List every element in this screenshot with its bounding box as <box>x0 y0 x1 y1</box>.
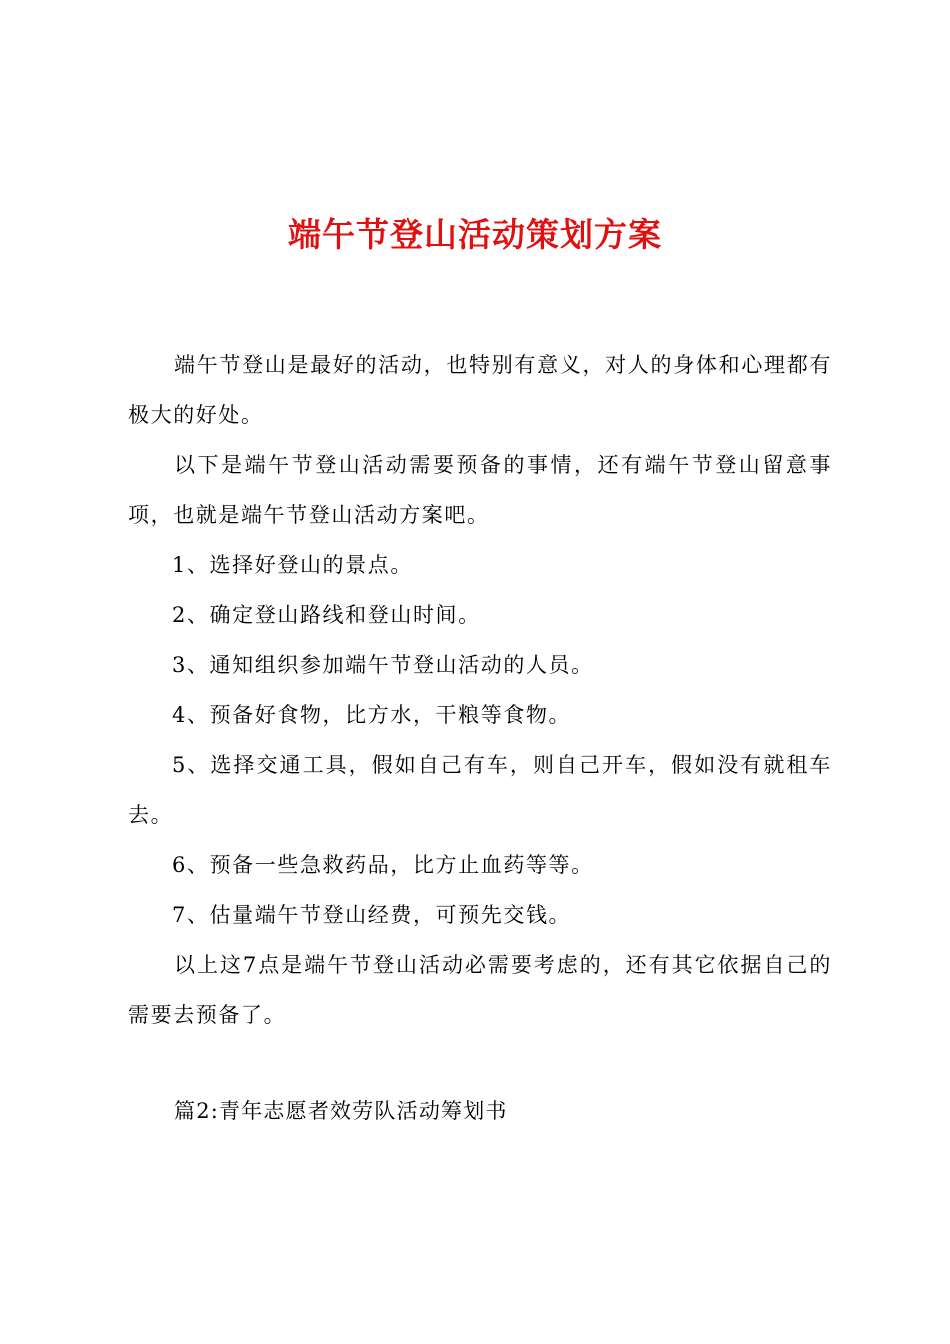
list-item: 6、预备一些急救药品，比方止血药等等。 <box>172 853 594 877</box>
document-body <box>128 340 832 1040</box>
list-item: 2、确定登山路线和登山时间。 <box>172 603 481 627</box>
conclusion-paragraph: 以上这7点是端午节登山活动必需要考虑的，还有其它依据自己的需要去预备了。 <box>128 953 832 1027</box>
intro-paragraph: 端午节登山是最好的活动，也特别有意义，对人的身体和心理都有极大的好处。 <box>128 353 832 427</box>
list-item: 3、通知组织参加端午节登山活动的人员。 <box>172 653 594 677</box>
section-heading: 篇2:青年志愿者效劳队活动筹划书 <box>174 1099 508 1123</box>
list-item: 4、预备好食物，比方水，干粮等食物。 <box>172 703 572 727</box>
list-item: 7、估量端午节登山经费，可预先交钱。 <box>172 903 572 927</box>
document-title: 端午节登山活动策划方案 <box>288 215 662 254</box>
overview-paragraph: 以下是端午节登山活动需要预备的事情，还有端午节登山留意事项，也就是端午节登山活动方案吧。 <box>128 453 832 527</box>
list-item: 1、选择好登山的景点。 <box>172 553 413 577</box>
list-item: 5、选择交通工具，假如自己有车，则自己开车，假如没有就租车去。 <box>128 753 832 827</box>
